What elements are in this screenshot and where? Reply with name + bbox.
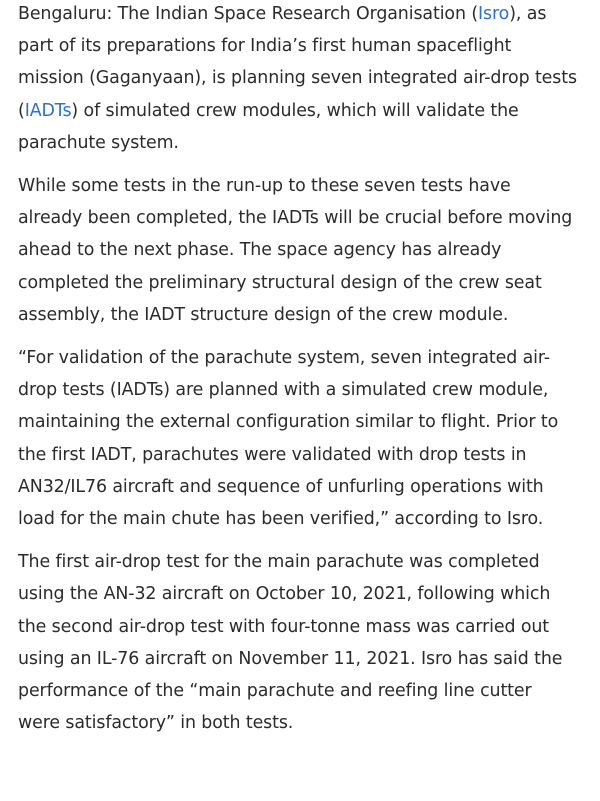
paragraph-1-text-b: ), as part of its preparations for India’s first human spaceflight mission (Gaganyaan), is planning seven integrated air-drop tests ( — [18, 4, 577, 121]
paragraph-1 — [18, 0, 578, 159]
paragraph-1-text-a: Bengaluru: The Indian Space Research Organisation ( — [18, 4, 479, 24]
paragraph-2: While some tests in the run-up to these seven tests have already been completed, the IADTs will be crucial before moving ahead to the next phase. The space agency has already completed the preliminary structural design of the crew seat assembly, the IADT structure design of the crew module. — [18, 176, 573, 325]
paragraph-1-text-c: ) of simulated crew modules, which will validate the parachute system. — [18, 100, 519, 153]
iadts-link[interactable]: IADTs — [24, 100, 72, 121]
paragraph-3: “For validation of the parachute system, seven integrated air-drop tests (IADTs) are planned with a simulated crew module, maintaining the external configuration similar to flight. Prior to the first IADT, parachutes were validated with drop tests in AN32/IL76 aircraft and sequence of unfurling operations with load for the main chute has been verified,” according to Isro. — [18, 348, 559, 530]
isro-link[interactable]: Isro — [478, 4, 510, 24]
paragraph-4: The first air-drop test for the main parachute was completed using the AN-32 aircraft on October 10, 2021, following which the second air-drop test with four-tonne mass was carried out using an IL-76 aircraft on November 11, 2021. Isro has said the performance of the “main parachute and reefing line cutter were satisfactory” in both tests. — [18, 552, 563, 734]
